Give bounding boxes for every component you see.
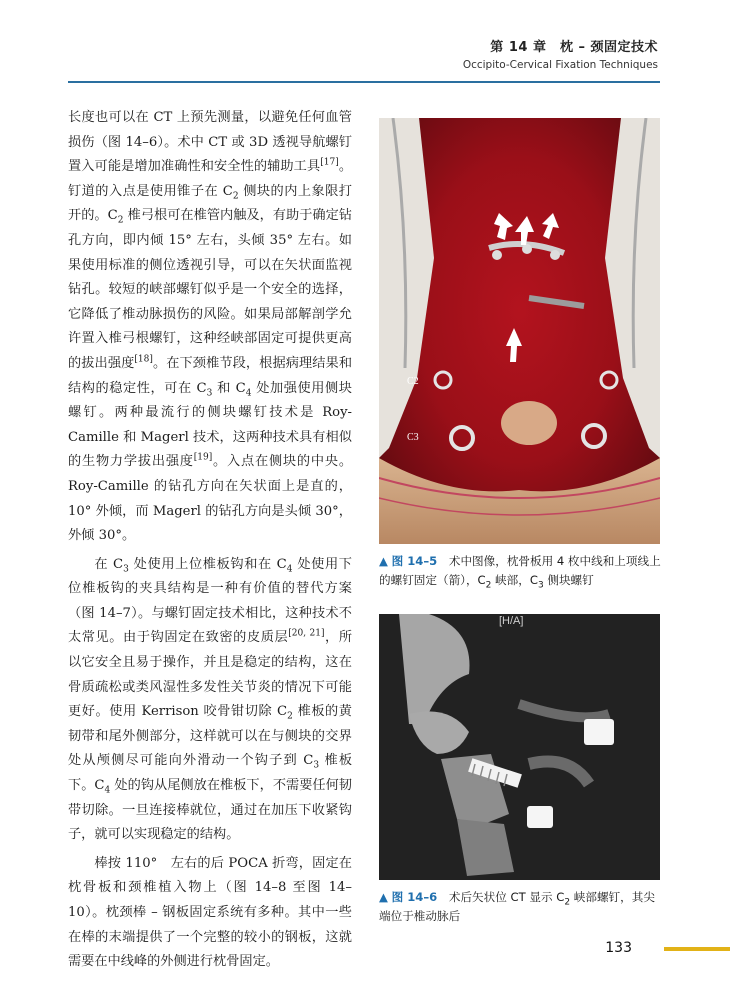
text-run: 处使用下位椎板钩的夹具结构是一种有价值的替代方案（图 14–7）。与螺钉固定技术相比，这种技术不太常见。由于钩固定在致密的皮质层 [68, 556, 352, 646]
subscript: 2 [564, 897, 571, 908]
text-run: 术中图像，枕骨板用 4 枚中线和上项线上的螺钉固定（箭），C [379, 554, 661, 587]
text-run: 。入点在侧块的中央。Roy-Camille 的钻孔方向在矢状面上是直的，10° 外倾，而 Magerl 的钻孔方向是头倾 30°，外倾 30°。 [68, 454, 353, 544]
paragraph-3: 棒按 110° 左右的后 POCA 折弯，固定在枕骨板和颈椎植入物上（图 14–8 至图 14–10）。枕颈棒 – 钢板固定系统有多种。其中一些在棒的末端提供了一个完整的较小的钢板，这就需要在中线峰的外侧进行枕骨固定。 [68, 855, 352, 970]
chapter-subtitle: Occipito-Cervical Fixation Techniques [462, 59, 658, 71]
figure-caption-14-6 [379, 888, 664, 926]
text-run: 处使用上位椎板钩和在 C [128, 556, 287, 572]
text-run: 和 C [212, 380, 246, 396]
text-run: 。钉道的入点是使用锥子在 C [68, 159, 353, 199]
subscript: 3 [206, 388, 213, 399]
subscript: 3 [537, 580, 544, 591]
text-run: 长度也可以在 CT 上预先测量，以避免任何血管损伤（图 14–6）。术中 CT 或 3D 透视导航螺钉置入可能是增加准确性和安全性的辅助工具 [68, 110, 352, 175]
text-run: 峡部，C [491, 573, 538, 587]
text-run: 。在下颈椎节段，根据病理结果和结构的稳定性，可在 C [68, 355, 353, 396]
caption-marker-icon: ▲ [379, 554, 388, 568]
subscript: 4 [286, 564, 293, 575]
subscript: 2 [232, 191, 239, 202]
text-run: 处加强使用侧块螺钉。两种最流行的侧块螺钉技术是 Roy-Camille 和 Magerl 技术，这两种技术具有相似的生物力学拔出强度 [68, 380, 352, 470]
caption-label: 图 14–5 [391, 554, 438, 568]
text-run: 在 C [94, 556, 124, 572]
text-run: 峡部螺钉，其尖端位于椎动脉后 [379, 890, 655, 923]
subscript: 3 [123, 564, 129, 575]
sagittal-ct-image [379, 614, 660, 880]
citation-ref: [17] [320, 157, 339, 168]
subscript: 4 [245, 388, 252, 399]
subscript: 4 [104, 785, 111, 796]
subscript: 2 [485, 580, 492, 591]
citation-ref: [18] [134, 354, 153, 365]
label-c3: C3 [407, 432, 419, 443]
header-rule [68, 81, 660, 83]
paragraph-2 [68, 553, 352, 848]
body-text-column [68, 106, 352, 975]
intraoperative-photo [379, 118, 660, 544]
caption-label: 图 14–6 [391, 890, 438, 904]
text-run: 侧块螺钉 [543, 573, 594, 587]
citation-ref: [19] [193, 452, 213, 463]
text-run: 椎板下。C [68, 753, 353, 794]
label-c2: C2 [407, 376, 419, 387]
citation-ref: [20, 21] [288, 629, 325, 640]
subscript: 2 [117, 216, 124, 227]
subscript: 3 [313, 761, 320, 772]
text-run: 处的钩从尾侧放在椎板下，不需要任何韧带切除。一旦连接棒就位，通过在加压下收紧钩子，就可以实现稳定的结构。 [68, 778, 352, 843]
text-run: 椎弓根可在椎管内触及，有助于确定钻孔方向，即内倾 15° 左右，头倾 35° 左右。如果使用标准的侧位透视引导，可以在矢状面监视钻孔。较短的峡部螺钉似乎是一个安全的选择，它降低了椎动脉损伤的风险。如果局部解剖学允许置入椎弓根螺钉，这种经峡部固定可提供更高的拔出强度 [68, 208, 352, 371]
figure-caption-14-5 [379, 552, 664, 590]
chapter-title: 第 14 章 枕 – 颈固定技术 [490, 40, 658, 55]
paragraph-1 [68, 106, 352, 549]
running-header [463, 36, 658, 71]
subscript: 2 [287, 711, 293, 722]
text-run: 侧块的内上象限打开的。C [68, 183, 352, 224]
text-run: ，所以它安全且易于操作，并且是稳定的结构，这在骨质疏松或类风湿性多发性关节炎的情况下可能更好。使用 Kerrison 咬骨钳切除 C [68, 630, 353, 720]
ct-orientation-label: [H/A] [499, 615, 524, 627]
page-number: 133 [605, 940, 632, 956]
text-run: 椎板的黄韧带和尾外侧部分，这样就可以在与侧块的交界处从颅侧尽可能向外滑动一个钩子到 C [68, 704, 352, 769]
page-accent-bar [664, 947, 730, 951]
caption-marker-icon: ▲ [379, 890, 388, 904]
text-run: 术后矢状位 CT 显示 C [437, 890, 565, 904]
